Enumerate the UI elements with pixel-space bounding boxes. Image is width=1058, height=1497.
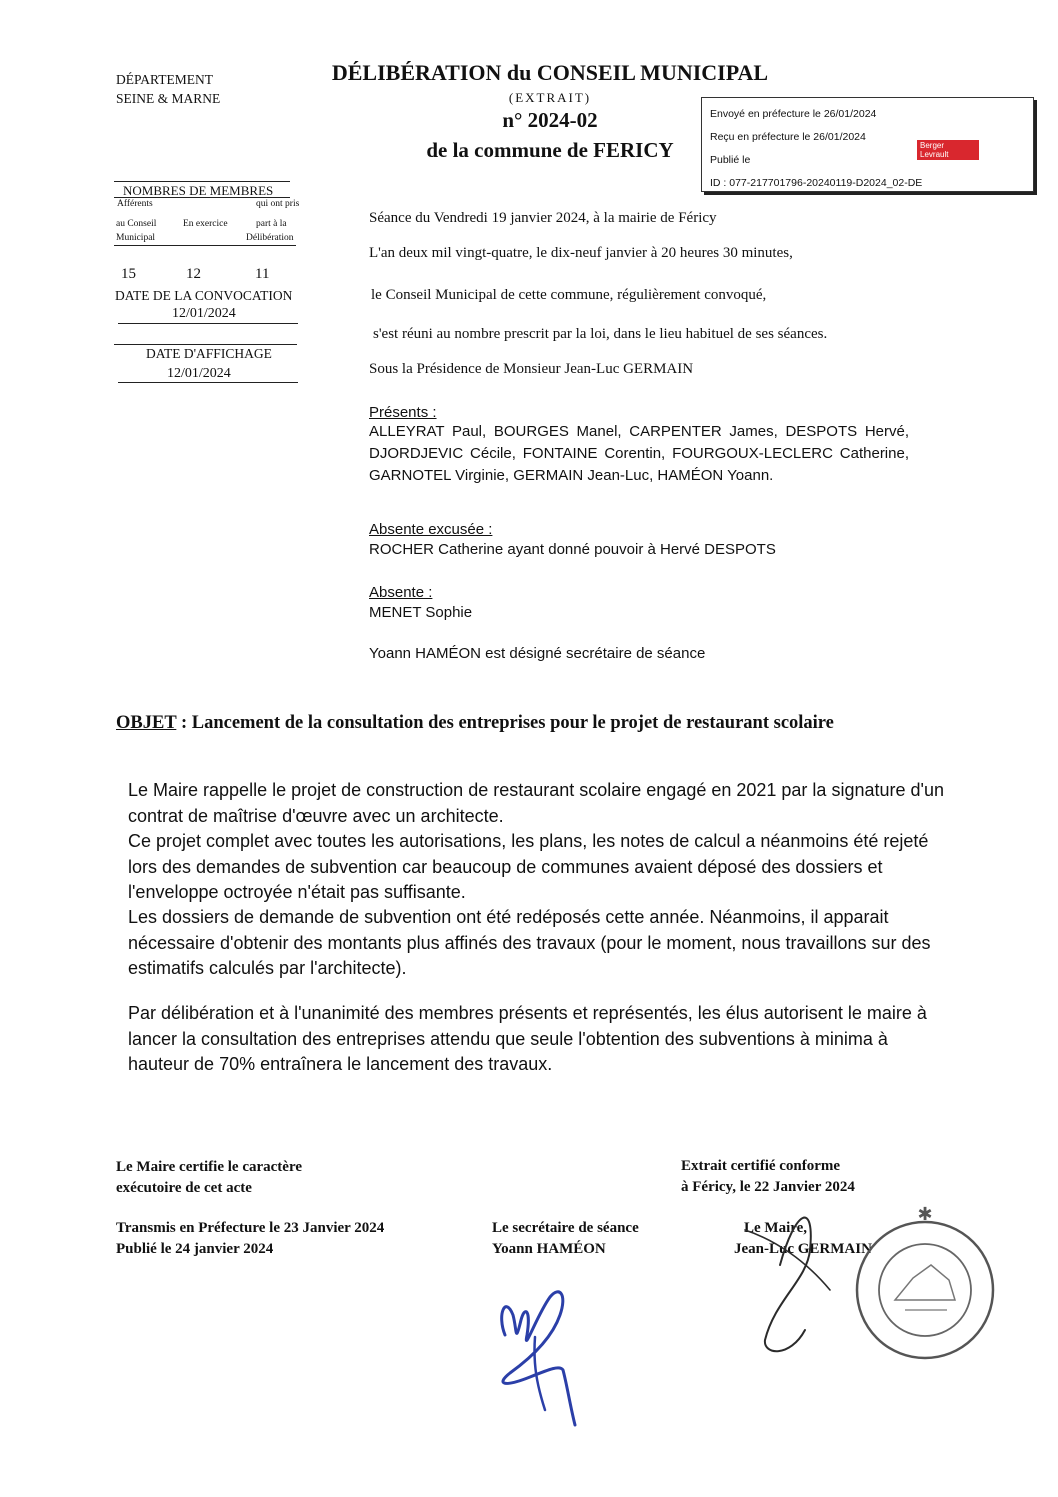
present-label: Présents : (369, 404, 437, 421)
col3-label-c: Délibération (246, 233, 294, 243)
objet-line (116, 713, 834, 734)
members-rule-under-title (114, 197, 290, 198)
col1-label-b: au Conseil (116, 219, 157, 229)
affichage-label: DATE D'AFFICHAGE (146, 346, 272, 361)
secretary-signature (475, 1275, 595, 1435)
paragraph-rejection: Ce projet complet avec toutes les autorisations, les plans, les notes de calcul a néanmoins été rejeté lors des demandes de subvention car beaucoup de communes avaient déposé des dossiers et l'enveloppe octroyée n'était pas suffisante. (128, 831, 929, 902)
berger-levrault-logo (917, 140, 979, 160)
certify-line-2: exécutoire de cet acte (116, 1180, 252, 1196)
paragraph-resubmission: Les dossiers de demande de subvention ont été redéposés cette année. Néanmoins, il apparait nécessaire d'obtenir des montants plus affinés des travaux (pour le moment, nous travaillons sur des estimatifs calculés par l'architecte). (128, 907, 931, 978)
deliberation-number: n° 2024-02 (502, 108, 598, 132)
extract-line-2: à Féricy, le 22 Janvier 2024 (681, 1179, 855, 1195)
secretary-name: Yoann HAMÉON (492, 1241, 606, 1257)
excused-names: ROCHER Catherine ayant donné pouvoir à Hervé DESPOTS (369, 541, 776, 558)
paragraph-recall: Le Maire rappelle le projet de construction de restaurant scolaire engagé en 2021 par la signature d'un contrat de maîtrise d'œuvre avec un architecte. (128, 780, 944, 826)
transmis-line: Transmis en Préfecture le 23 Janvier 2024 (116, 1220, 385, 1236)
logo-text-2: Levrault (920, 150, 949, 159)
logo-text-1: Berger (920, 141, 945, 150)
convocation-label: DATE DE LA CONVOCATION (115, 288, 293, 303)
department-block (116, 70, 220, 108)
document-title: DÉLIBÉRATION du CONSEIL MUNICIPAL (331, 60, 769, 85)
stamp-received: Reçu en préfecture le 26/01/2024 (710, 131, 866, 143)
session-line-2: L'an deux mil vingt-quatre, le dix-neuf janvier à 20 heures 30 minutes, (369, 245, 793, 261)
stamp-published: Publié le (710, 154, 751, 166)
col1-label-a: Afférents (117, 199, 153, 209)
affichage-rule (114, 344, 297, 345)
extract-line-1: Extrait certifié conforme (681, 1158, 841, 1174)
members-value-1: 15 (121, 266, 136, 282)
publie-line: Publié le 24 janvier 2024 (116, 1241, 274, 1257)
affichage-underline (118, 382, 298, 383)
prefecture-stamp (701, 97, 1034, 192)
department-line2: SEINE & MARNE (116, 91, 221, 106)
session-line-5: Sous la Présidence de Monsieur Jean-Luc GERMAIN (369, 361, 694, 377)
members-title: NOMBRES DE MEMBRES (123, 183, 274, 198)
col1-label-c: Municipal (116, 233, 156, 243)
paragraph-decision: Par délibération et à l'unanimité des membres présents et représentés, les élus autorisent le maire à lancer la consultation des entreprises attendu que seule l'obtention des subventions à minima à hauteur de 70% entraînera le lancement des travaux. (128, 1003, 927, 1074)
mayor-label: Le Maire, (744, 1220, 808, 1236)
absent-names: MENET Sophie (369, 604, 473, 621)
members-value-3: 11 (255, 266, 270, 282)
department-line1: DÉPARTEMENT (116, 72, 213, 87)
excused-label: Absente excusée : (369, 521, 493, 538)
commune-name: de la commune de FERICY (426, 138, 674, 162)
session-line-4: s'est réuni au nombre prescrit par la loi, dans le lieu habituel de ses séances. (373, 326, 828, 342)
extract-label: (EXTRAIT) (508, 90, 592, 105)
certify-block (116, 1157, 302, 1199)
transmission-block (116, 1218, 384, 1260)
col3-label-a: qui ont pris (256, 199, 300, 209)
convocation-date: 12/01/2024 (172, 306, 236, 321)
objet-colon: : (176, 713, 192, 733)
secretary-block (492, 1218, 639, 1260)
stamp-sent: Envoyé en préfecture le 26/01/2024 (710, 108, 877, 120)
absent-label: Absente : (369, 584, 433, 601)
secretary-designation: Yoann HAMÉON est désigné secrétaire de séance (369, 645, 706, 662)
stamp-id: ID : 077-217701796-20240119-D2024_02-DE (710, 177, 923, 189)
session-line-1: Séance du Vendredi 19 janvier 2024, à la mairie de Féricy (369, 210, 717, 226)
certify-line-1: Le Maire certifie le caractère (116, 1159, 302, 1175)
present-names: ALLEYRAT Paul, BOURGES Manel, CARPENTER James, DESPOTS Hervé, DJORDJEVIC Cécile, FONTAINE Corentin, FOURGOUX-LECLERC Catherine, GARNOTEL Virginie, GERMAIN Jean-Luc, HAMÉON Yoann. (369, 423, 909, 484)
members-value-2: 12 (186, 266, 201, 282)
col3-label-b: part à la (256, 219, 287, 229)
svg-text:✱: ✱ (917, 1204, 933, 1224)
mayor-signature-and-seal (735, 1190, 1005, 1370)
col2-label: En exercice (183, 219, 228, 229)
objet-label: OBJET (116, 713, 177, 733)
members-rule-top (114, 181, 290, 182)
session-line-3: le Conseil Municipal de cette commune, régulièrement convoqué, (371, 287, 767, 303)
affichage-date: 12/01/2024 (167, 366, 231, 381)
mairie-seal (857, 1204, 993, 1358)
convocation-underline (118, 323, 298, 324)
mayor-name: Jean-Luc GERMAIN (734, 1241, 872, 1257)
secretary-label: Le secrétaire de séance (492, 1220, 639, 1236)
objet-text: Lancement de la consultation des entreprises pour le projet de restaurant scolaire (191, 713, 834, 733)
members-rule-bottom (114, 245, 296, 246)
